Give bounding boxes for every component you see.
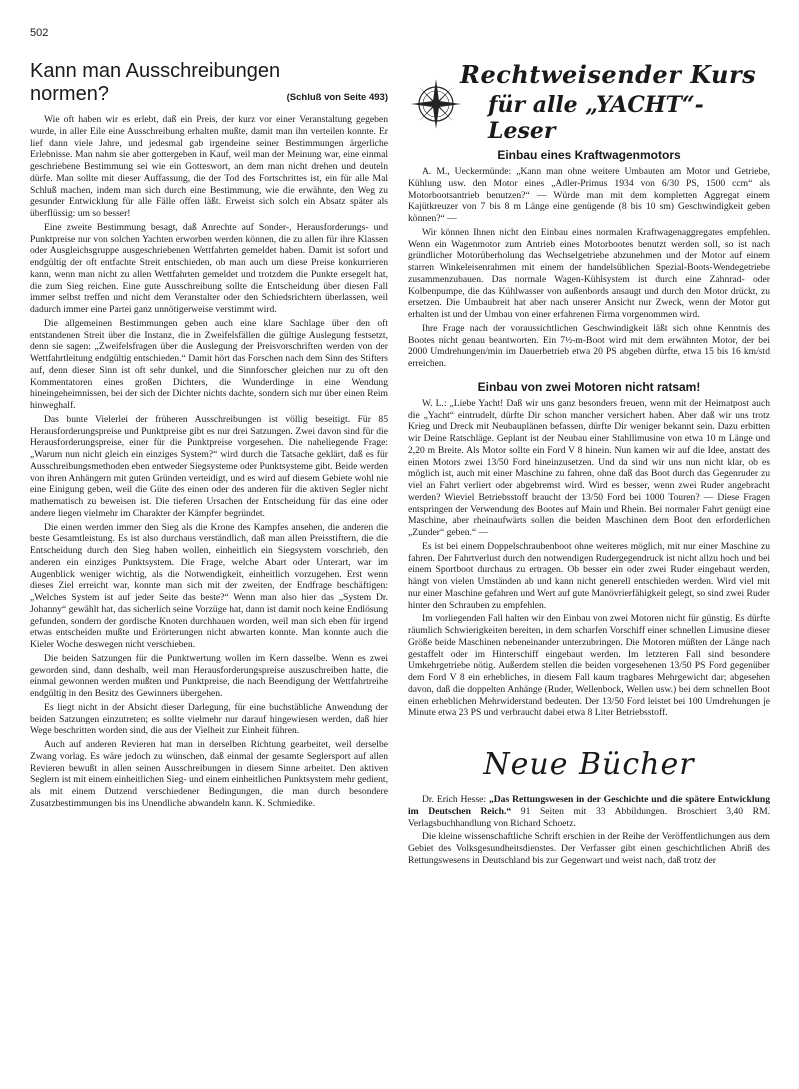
article-paragraph: Das bunte Vielerlei der früheren Ausschreibungen ist völlig beseitigt. Für 85 Herausforderungspreise und Punktpreise gibt es nur drei Satzungen. Zwei davon sind für die Herausforderungspreise, einer für die Punktpreise vorgesehen. Die naheliegende Frage: „Warum nun nicht gleich ein einziges System?“ wird durch die Tatsache geklärt, daß es für Ausschreibungsmethoden eben entweder Siegsysteme oder Punktsysteme gibt. Beide werden von ihren Anhängern mit guten Gründen verteidigt, und es wird auf diesem Gebiete wohl nie eine Einigung geben, weil die Güte des einen oder des anderen für die aktiven Segler nicht mathematisch zu beweisen ist. Die tieferen Ursachen der Entscheidung für das eine oder andere liegen vielmehr im Charakter der Kämpfer begründet. — [30, 413, 388, 519]
article-paragraph: Auch auf anderen Revieren hat man in derselben Richtung gearbeitet, weil derselbe Zwang vorlag. Es wäre jedoch zu wünschen, daß einmal der gesamte Seglersport auf allen Revieren bewußt in allen seinen Ausschreibungen in diesem Sinne arbeitet. Den aktiven Seglern ist mit einem einheitlichen Sieg- und einem einheitlichen Punktsystem mehr gedient, als mit einem Dutzend verschiedener Bedingungen, die man durch besondere Zusatzbestimmungen bis ins Unendliche abwandeln kann. K. Schmiedike. — [30, 739, 388, 809]
section-banner — [408, 60, 770, 148]
section-title: Einbau von zwei Motoren nicht ratsam! — [477, 379, 701, 394]
qa-paragraph: Wir können Ihnen nicht den Einbau eines normalen Kraftwagenaggregates empfehlen. Wenn ein Wagenmotor zum Antrieb eines Motorbootes benutzt werden soll, so ist nach gründlicher Motorüberholung das Wechselgetriebe abzunehmen und der Motor auf einem starren Winkeleisenrahmen mit einem der handelsüblichen Spezial-Boots-Wendegetriebe zusammenzubauen. Das normale Wagen-Kühlsystem ist durch eine Zahnrad- oder Kolbenpumpe, die das Kühlwasser von außenbords ansaugt und durch den Motor drückt, zu ersetzen. Die Umbaubreit hat aber nach unserer Ansicht nur Zweck, wenn der Motor gut erhalten ist und der Umbau von einer erfahrenen Firma vorgenommen wird. — [408, 226, 770, 320]
banner-heading-line2: für alle „YACHT“-Leser — [488, 92, 704, 144]
qa-paragraph: W. L.: „Liebe Yacht! Daß wir uns ganz besonders freuen, wenn mit der Heimatpost auch die „Yacht“ eintrudelt, dürfte Dir schon mancher versichert haben. Aber daß wir uns trotz Krieg und Dreck mit Neubauplänen befassen, dürfte Dir weniger bekannt sein. Dazu erbitten wir Deine Ratschläge. Geplant ist der Neubau einer Stahllimusine von etwa 10 m Länge und 2,20 m Breite. Als Motor sollte ein Ford V 8 hinein. Nun kamen wir auf die Idee, anstatt des einen Motors zwei 13/50 Ford hineinzusetzen. Und da sind wir uns nun nicht klar, ob es möglich ist, auch mit einer Maschine zu fahren, ohne daß das Boot durch das Gegenruder zu viel an Fahrt verliert oder abgebremst wird. Wird es besser, wenn zwei Ruder angebracht werden? Wieviel Betriebsstoff braucht der 13/50 Ford bei 1000 Touren? — Diese Fragen entspringen der Verwendung des Bootes auf Main und Rhein. Bei normaler Fahrt genügt eine Maschine, aber rheinaufwärts sollen die beiden Maschinen dem Boot den erforderlichen „Zunder“ geben.“ — — [408, 397, 770, 538]
article-paragraph: Es liegt nicht in der Absicht dieser Darlegung, für eine buchstäbliche Anwendung der beiden Satzungen einzutreten; es sollte vielmehr nur darauf hingewiesen werden, daß hier Wege beschritten worden sind, die aus der Vielheit zur Einheit führen. — [30, 701, 388, 737]
qa-paragraph: Im vorliegenden Fall halten wir den Einbau von zwei Motoren nicht für günstig. Es dürfte räumlich Schwierigkeiten bereiten, in dem scharfen Vorschiff einer schnellen Limusine dieser Größe beide Maschinen nebeneinander unterzubringen. Die Motoren müßten der Länge nach gestaffelt oder im Hinterschiff eingebaut werden. Im letzteren Fall sind besondere Umkehrgetriebe nötig. Außerdem stellen die beiden vorgesehenen 13/50 PS Ford gegenüber dem Ford V 8 ein erhebliches, in diesem Fall kaum tragbares Mehrgewicht dar; abgesehen davon, daß die doppelten Anhänge (Ruder, Wellenbock, Wellen usw.) bei dem schnellen Boot einen erheblichen Mehrwiderstand bedeuten. Der 13/50 Ford leistet bei 100 Umdrehungen je Minute etwa 23 PS und verbraucht dabei etwa 8 Liter Betriebsstoff. — [408, 613, 770, 719]
qa-column — [408, 60, 770, 869]
article-title-line2: normen? — [30, 83, 109, 105]
books-heading: Neue Bücher — [483, 747, 695, 782]
book-entry — [408, 794, 770, 829]
page-number: 502 — [30, 27, 49, 39]
article-paragraph: Die einen werden immer den Sieg als die Krone des Kampfes ansehen, die anderen die beste Gesamtleistung. Es ist also durchaus verständlich, daß man allen Preisstiftern, die die Entscheidung durch den Sieg haben wollen, einheitlich ein Siegsystem vorschrieb, den anderen ein einziges Punktsystem. Die Frage, welche Abart oder Unterart, war im Augenblick weniger wichtig, als die Notwendigkeit, einheitlich vorzugehen. Erst wenn dieses Ziel erreicht war, konnte man sich mit der zweiten, der Endfrage beschäftigen: „Welches System ist auf jeder Seite das beste?“ Wenn man also hier das „System Dr. Johanny“ gewählt hat, das sicherlich seine Vorzüge hat, dann ist damit noch keine Endlösung gefunden, sondern der gordische Knoten durchhauen worden, weil man sich eben für irgend etwas entscheiden mußte und Erörterungen nicht abwarten konnte. Man konnte auch die Kieler Woche deswegen nicht verschieben. — [30, 521, 388, 650]
book-review: Die kleine wissenschaftliche Schrift erschien in der Reihe der Veröffentlichungen aus dem Gebiet des Volksgesundheitsdienstes. Der Verfasser gibt einen geschichtlichen Abriß des Rettungswesens in Deutschland bis zur Gegenwart und weist nach, daß trotz der — [408, 831, 770, 866]
article-paragraph: Die allgemeinen Bestimmungen geben auch eine klare Sachlage über den oft entstandenen Streit über die Instanz, die in Zweifelsfällen die gültige Auslegung festsetzt, denn sie sagen: „Zweifelsfragen über die Auslegung der Preisvorschriften werden von der Wettfahrtleitung endgültig entschieden.“ Damit hört das Forschen nach dem Sinn des Stifters auf, denn dieser Sinn ist oft sehr dunkel, und die Sinnforscher gleichen nur zu oft den Kommentatoren eines großen Dichters, die Wunderdinge in eine Wendung hineingeheimnissen, bei der sich der Dichter nichts dachte, sondern sich nur über einen Reim hinweghalf. — [30, 317, 388, 411]
article-paragraph: Wie oft haben wir es erlebt, daß ein Preis, der kurz vor einer Veranstaltung gegeben wurde, in aller Eile eine Ausschreibung erhalten mußte, damit man ihn verteilen konnte. Er lief dann viele Jahre, und jedesmal gab irgendeine seiner Bestimmungen ärgerliche Erlebnisse. Man nahm sie aber gottergeben in Kauf, weil man der Meinung war, eine einmal geschriebene Bestimmung sei wie ein Gotteswort, an dem man nicht drehen und deuteln dürfe. Man sollte mit dieser Auffassung, die der Tod des Fortschrittes ist, ein für alle Mal Schluß machen, indem man sich durch eine Bestimmung, wie die erwähnte, den Weg zu gesunder Entwicklung für alle Fälle offen läßt. Erweist sich solch ein Absatz später als überflüssig: um so besser! — [30, 114, 388, 219]
section-title: Einbau eines Kraftwagenmotors — [497, 148, 681, 162]
article-title-line1: Kann man Ausschreibungen — [30, 60, 281, 82]
article-paragraph: Die beiden Satzungen für die Punktwertung wollen im Kern dasselbe. Wenn es zwei geworden sind, dann deshalb, weil man Herausforderungspreise auszuschreiben hatte, die einmal gewonnen werden mußten und Punktpreise, die nach Beendigung der Wettfahrtreihe endgültig in den Besitz des Gewinners übergehen. — [30, 652, 388, 699]
qa-paragraph: A. M., Ueckermünde: „Kann man ohne weitere Umbauten am Motor und Getriebe, Kühlung usw. den Motor eines „Adler-Primus 1934 von 6/30 PS, 1500 ccm“ als Motorbootsantrieb benutzen?“ — Würde man mit dem kompletten Aggregat einem Kajütkreuzer von 7 bis 8 m Länge eine genügende (8 bis 10 sm) Geschwindigkeit geben können?“ — — [408, 166, 770, 224]
banner-heading-line1: Rechtweisender Kurs — [460, 60, 757, 89]
qa-paragraph: Ihre Frage nach der voraussichtlichen Geschwindigkeit läßt sich ohne Kenntnis des Bootes nicht genau beantworten. Ein 7½-m-Boot wird mit dem erwähnten Motor, der bei 2000 Umdrehungen/min im Dauerbetrieb etwa 20 PS abgeben dürfte, etwa 15 bis 16 km/std erreichen. — [408, 322, 770, 369]
article-paragraph: Eine zweite Bestimmung besagt, daß Anrechte auf Sonder-, Herausforderungs- und Punktpreise nur von solchen Yachten erworben werden können, die zu allen für ihre Klassen oder Ausgleichsgruppe ausgeschriebenen Wettfahrten gemeldet haben. Damit ist sofort und endgültig der oft entfachte Streit entschieden, ob man auch um diese Preise konkurrieren kann, wenn man nicht zu allen Wettfahrten gemeldet und trotzdem die Punkte ersegelt hat, die zum Sieg reichen. Eine gute Ausschreibung sollte die Entscheidung über diesen Fall immer selbst treffen und nicht dem Veranstalter oder den Schiedsrichtern überlassen, weil dadurch immer eine Partei ganz unnötigerweise verstimmt wird. — [30, 221, 388, 315]
compass-rose-icon — [410, 78, 462, 130]
qa-paragraph: Es ist bei einem Doppelschraubenboot ohne weiteres möglich, mit nur einer Maschine zu fahren. Der Fahrtverlust durch den notwendigen Rudergegendruck ist nicht allzu hoch und bei einem Sportboot durchaus zu ertragen. Ob besser ein oder zwei Ruder eingebaut werden, hängt von vielen Umständen ab und kann nicht generell entschieden werden. Wird viel mit nur einer Maschine gefahren und Wert auf gute Manövrierfähigkeit gelegt, so sind zwei Ruder hinter den Schrauben zu empfehlen. — [408, 540, 770, 611]
book-author: Dr. Erich Hesse: — [422, 794, 487, 805]
book-details: 91 Seiten mit 33 Abbildungen. Broschiert 3,40 RM. Verlagsbuchhandlung von Richard Schoetz. — [408, 805, 771, 829]
book-title: „Das Rettungswesen in der Geschichte und die spätere Entwicklung im Deutschen Reich.“ — [408, 794, 770, 817]
continuation-note: (Schluß von Seite 493) — [286, 92, 388, 103]
article-column — [30, 60, 388, 812]
